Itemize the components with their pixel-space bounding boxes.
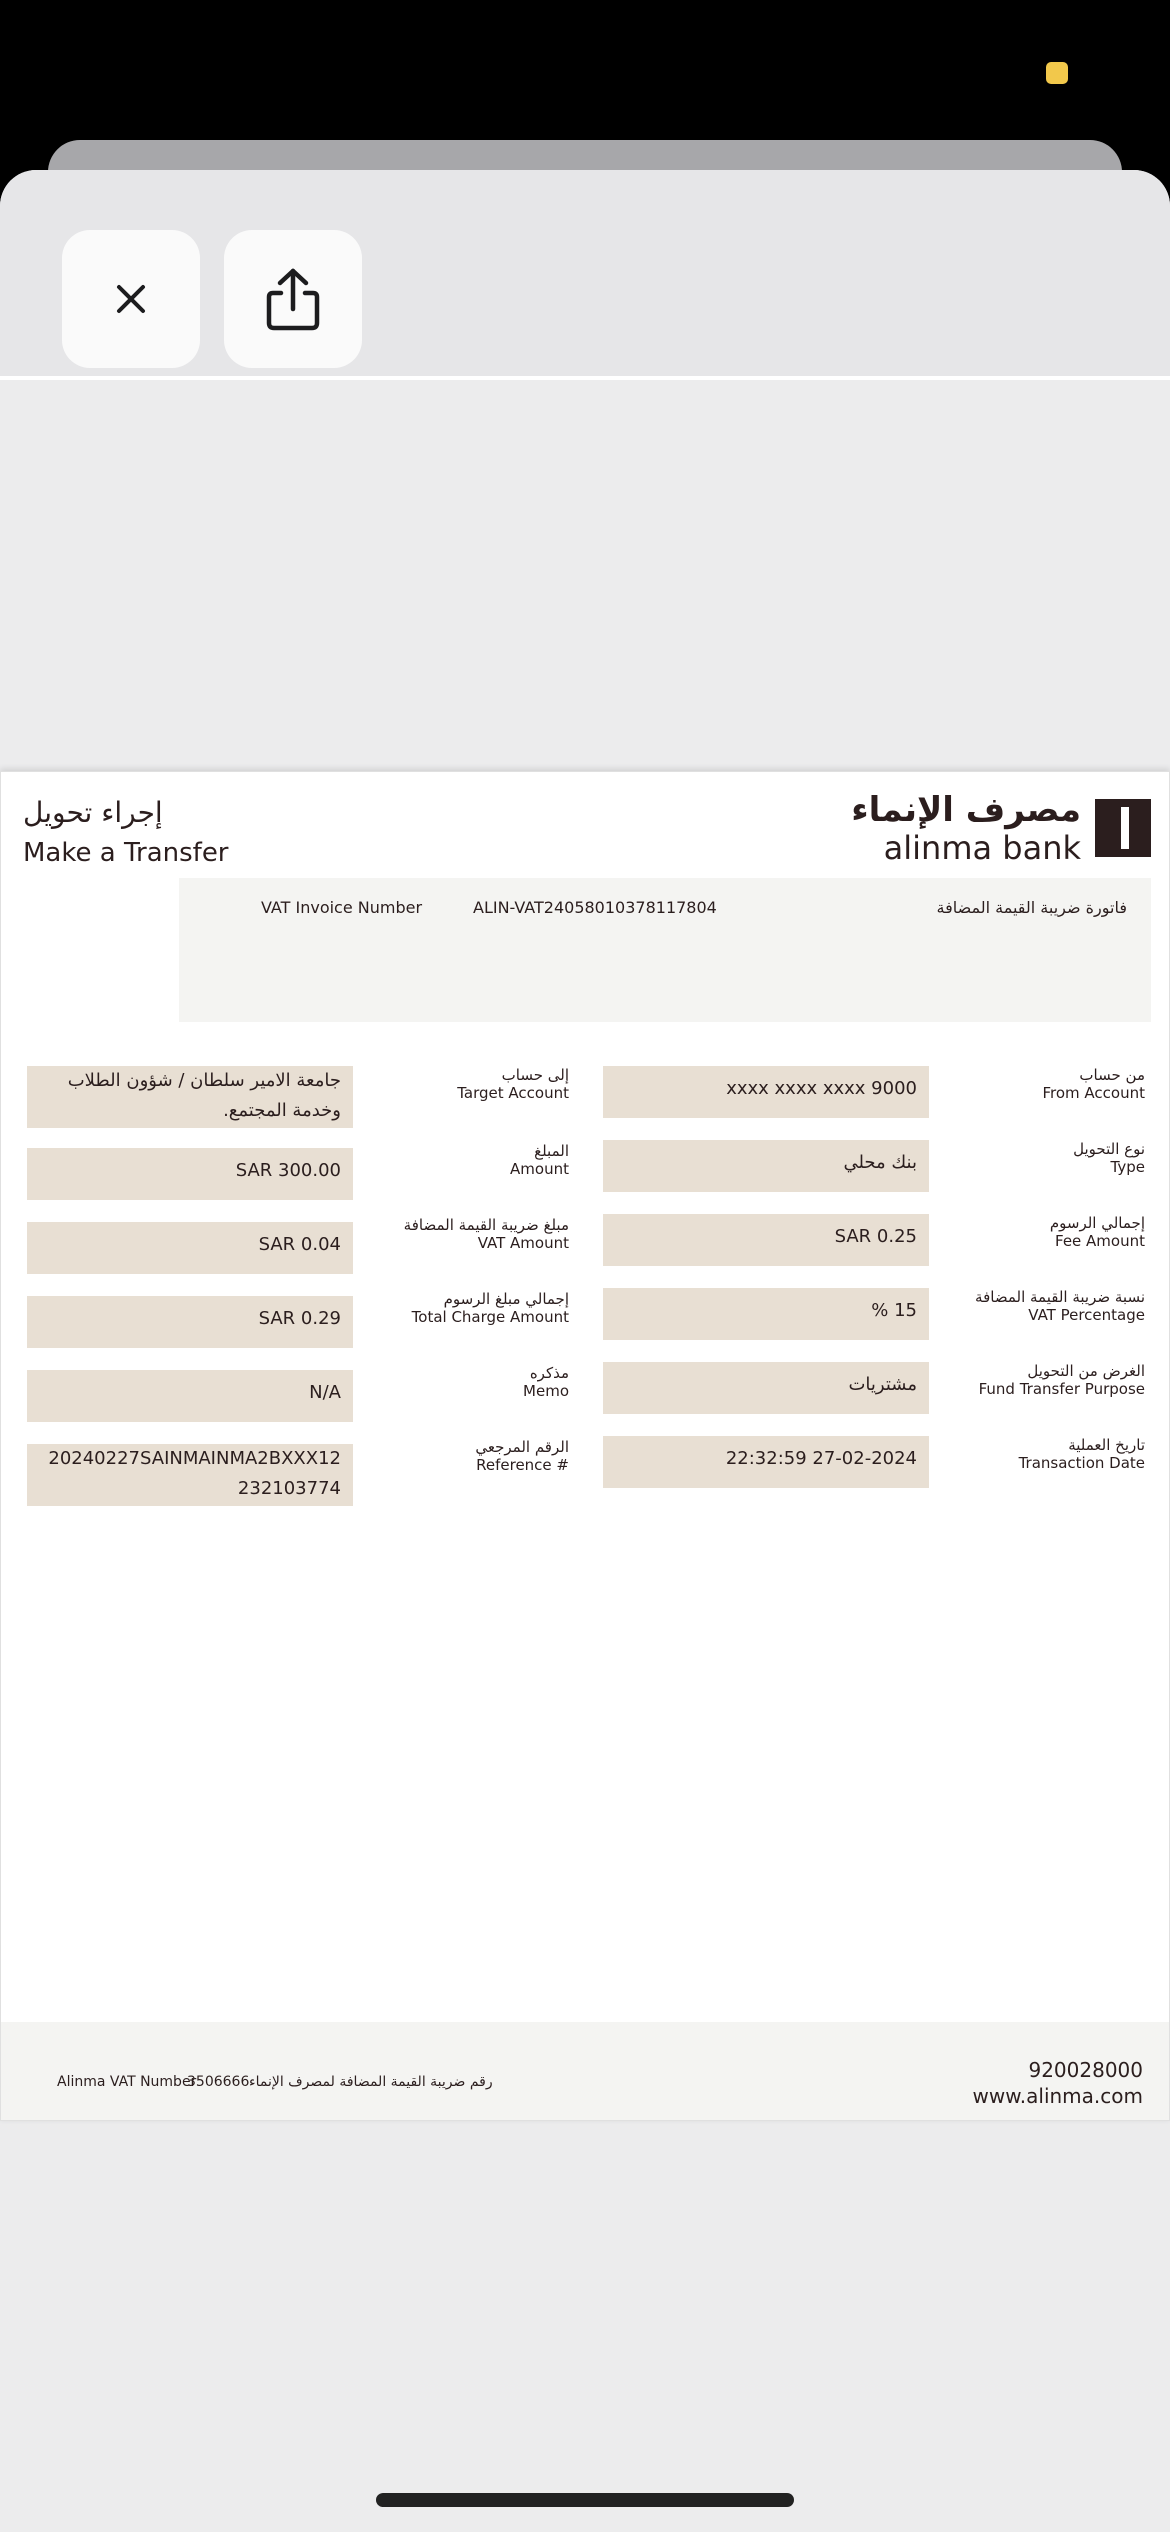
- status-indicator: [1046, 62, 1068, 84]
- share-button[interactable]: [224, 230, 362, 368]
- fee-amount-value: SAR 0.25: [603, 1214, 929, 1266]
- vat-amount-label: مبلغ ضريبة القيمة المضافة VAT Amount: [403, 1216, 569, 1252]
- fee-amount-label: إجمالي الرسوم Fee Amount: [1049, 1214, 1145, 1250]
- transfer-purpose-value: مشتريات: [603, 1362, 929, 1414]
- title-arabic: إجراء تحويل: [23, 796, 163, 829]
- vat-percentage-value: % 15: [603, 1288, 929, 1340]
- vat-percentage-label: نسبة ضريبة القيمة المضافة VAT Percentage: [975, 1288, 1145, 1324]
- amount-value: SAR 300.00: [27, 1148, 353, 1200]
- target-account-value: جامعة الامير سلطان / شؤون الطلاب وخدمة المجتمع.: [27, 1066, 353, 1128]
- vat-invoice-number: ALIN-VAT24058010378117804: [473, 898, 717, 917]
- preview-toolbar: [0, 170, 1170, 380]
- reference-label: الرقم المرجعي Reference #: [475, 1438, 569, 1474]
- vat-invoice-box: [179, 878, 1151, 1022]
- footer-vat-label: Alinma VAT Number: [57, 2074, 197, 2090]
- type-label: نوع التحويل Type: [1073, 1140, 1145, 1176]
- transaction-date-value: 22:32:59 27-02-2024: [603, 1436, 929, 1488]
- from-account-label: من حساب From Account: [1042, 1066, 1145, 1102]
- memo-value: N/A: [27, 1370, 353, 1422]
- transfer-receipt: [0, 771, 1170, 2121]
- logo-english: alinma bank: [883, 829, 1081, 867]
- share-icon: [261, 265, 325, 333]
- type-value: بنك محلي: [603, 1140, 929, 1192]
- transfer-purpose-label: الغرض من التحويل Fund Transfer Purpose: [978, 1362, 1145, 1398]
- vat-amount-value: SAR 0.04: [27, 1222, 353, 1274]
- footer-vat-label-arabic: رقم ضريبة القيمة المضافة لمصرف الإنماء: [249, 2074, 493, 2090]
- memo-label: مذكره Memo: [523, 1364, 569, 1400]
- vat-invoice-label: VAT Invoice Number: [261, 898, 423, 917]
- logo-arabic: مصرف الإنماء: [851, 790, 1081, 830]
- transaction-date-label: تاريخ العملية Transaction Date: [1018, 1436, 1145, 1472]
- from-account-value: xxxx xxxx xxxx 9000: [603, 1066, 929, 1118]
- close-button[interactable]: [62, 230, 200, 368]
- total-charge-value: SAR 0.29: [27, 1296, 353, 1348]
- total-charge-label: إجمالي مبلغ الرسوم Total Charge Amount: [411, 1290, 569, 1326]
- bank-logo: [851, 790, 1151, 866]
- amount-label: المبلغ Amount: [510, 1142, 569, 1178]
- footer-website: www.alinma.com: [972, 2084, 1143, 2108]
- reference-value: 20240227SAINMAINMA2BXXX12232103774: [27, 1444, 353, 1506]
- footer-vat-number: 3506666: [187, 2074, 250, 2090]
- title-english: Make a Transfer: [23, 838, 229, 868]
- footer-phone: 920028000: [1028, 2058, 1143, 2082]
- home-indicator[interactable]: [376, 2493, 794, 2507]
- target-account-label: إلى حساب Target Account: [457, 1066, 569, 1102]
- close-icon: [111, 279, 151, 319]
- logo-mark-icon: [1095, 799, 1151, 857]
- receipt-footer: [1, 2022, 1169, 2120]
- vat-invoice-label-arabic: فاتورة ضريبة القيمة المضافة: [936, 898, 1127, 917]
